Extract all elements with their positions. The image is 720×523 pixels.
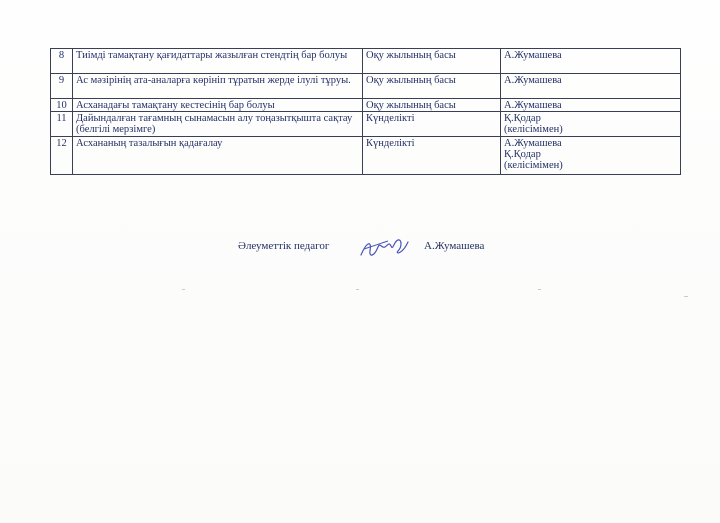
deadline-cell: Оқу жылының басы (363, 99, 501, 112)
scan-speck (356, 289, 359, 290)
scan-speck (538, 289, 541, 290)
scan-speck (182, 289, 185, 290)
responsible-cell: А.Жумашева (501, 74, 681, 99)
activity-cell: Ас мәзірінің ата-аналарға көрініп тұратын жерде ілулі тұруы. (73, 74, 363, 99)
deadline-cell: Оқу жылының басы (363, 74, 501, 99)
activity-plan-table (50, 48, 681, 175)
deadline-cell: Күнделікті (363, 112, 501, 137)
responsible-cell: Қ.Қодар (келісімімен) (501, 112, 681, 137)
activity-cell: Асхананың тазалығын қадағалау (73, 137, 363, 175)
signer-name: А.Жумашева (424, 240, 485, 252)
activity-cell: Дайындалған тағамның сынамасын алу тоңазытқышта сақтау (белгілі мерзімге) (73, 112, 363, 137)
deadline-cell: Оқу жылының басы (363, 49, 501, 74)
activity-cell: Асханадағы тамақтану кестесінің бар болуы (73, 99, 363, 112)
table-row (51, 74, 681, 99)
scan-speck (684, 296, 688, 297)
handwritten-signature (358, 233, 414, 263)
row-number: 8 (51, 49, 73, 74)
responsible-cell: А.Жумашева (501, 49, 681, 74)
deadline-cell: Күнделікті (363, 137, 501, 175)
row-number: 10 (51, 99, 73, 112)
table-row (51, 49, 681, 74)
signature-block (0, 233, 720, 263)
responsible-cell: А.Жумашева (501, 99, 681, 112)
signer-role: Әлеуметтік педагог (238, 240, 330, 252)
table-row (51, 137, 681, 175)
activity-cell: Тиімді тамақтану қағидаттары жазылған стендтің бар болуы (73, 49, 363, 74)
row-number: 12 (51, 137, 73, 175)
table-row (51, 112, 681, 137)
row-number: 11 (51, 112, 73, 137)
table-row (51, 99, 681, 112)
row-number: 9 (51, 74, 73, 99)
responsible-cell: А.Жумашева Қ.Қодар (келісімімен) (501, 137, 681, 175)
